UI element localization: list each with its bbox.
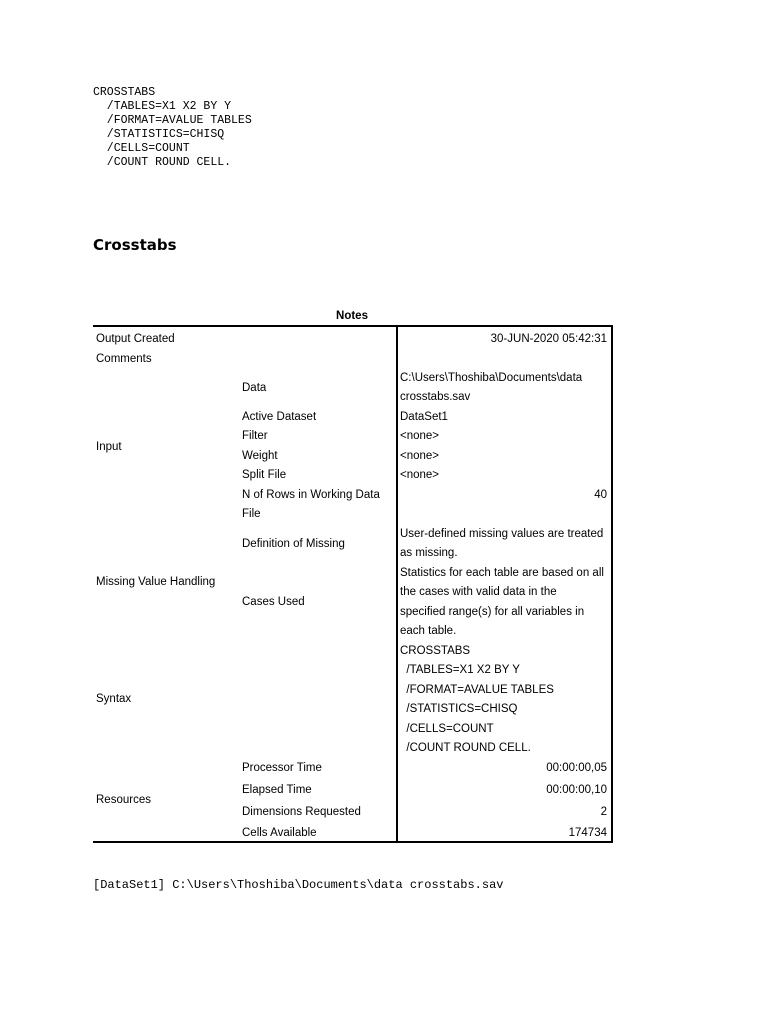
weight-value: <none> (400, 450, 440, 462)
cases-used-value-line: Statistics for each table are based on all (400, 567, 604, 579)
n-rows-label-line: File (242, 508, 261, 520)
syntax-value-line: /TABLES=X1 X2 BY Y (400, 664, 520, 676)
processor-time-label: Processor Time (242, 762, 322, 774)
split-file-label: Split File (242, 469, 287, 481)
data-value-line: crosstabs.sav (400, 391, 471, 403)
missing-value-handling-label: Missing Value Handling (96, 576, 216, 588)
column-divider (396, 327, 398, 841)
syntax-code-block (93, 86, 252, 170)
syntax-value-line: /STATISTICS=CHISQ (400, 703, 518, 715)
active-dataset-label: Active Dataset (242, 411, 317, 423)
processor-time-value: 00:00:00,05 (546, 762, 607, 774)
definition-of-missing-label: Definition of Missing (242, 538, 345, 550)
resources-label: Resources (96, 794, 151, 806)
data-value-line: C:\Users\Thoshiba\Documents\data (400, 372, 583, 384)
syntax-value-line: CROSSTABS (400, 645, 471, 657)
cases-used-value-line: each table. (400, 625, 457, 637)
syntax-value-line: /COUNT ROUND CELL. (400, 742, 531, 754)
weight-label: Weight (242, 450, 278, 462)
syntax-line: /COUNT ROUND CELL. (93, 156, 232, 169)
input-label: Input (96, 441, 122, 453)
syntax-label: Syntax (96, 693, 132, 705)
dimensions-requested-value: 2 (600, 806, 607, 818)
output-created-value: 30-JUN-2020 05:42:31 (490, 333, 607, 345)
filter-value: <none> (400, 430, 440, 442)
section-heading: Crosstabs (93, 236, 177, 254)
split-file-value: <none> (400, 469, 440, 481)
definition-value-line: as missing. (400, 547, 458, 559)
syntax-line: /CELLS=COUNT (93, 142, 190, 155)
n-rows-label-line: N of Rows in Working Data (242, 489, 380, 501)
cases-used-value-line: the cases with valid data in the (400, 586, 557, 598)
elapsed-time-label: Elapsed Time (242, 784, 312, 796)
notes-table-title: Notes (336, 310, 368, 322)
cases-used-label: Cases Used (242, 596, 305, 608)
cells-available-value: 174734 (568, 827, 607, 839)
syntax-line: /TABLES=X1 X2 BY Y (93, 100, 232, 113)
output-created-label: Output Created (96, 333, 175, 345)
cases-used-value-line: specified range(s) for all variables in (400, 606, 585, 618)
syntax-value-line: /FORMAT=AVALUE TABLES (400, 684, 554, 696)
definition-value-line: User-defined missing values are treated (400, 528, 604, 540)
syntax-line: CROSSTABS (93, 86, 156, 99)
dataset-path-line: [DataSet1] C:\Users\Thoshiba\Documents\data crosstabs.sav (93, 878, 504, 892)
syntax-line: /STATISTICS=CHISQ (93, 128, 225, 141)
filter-label: Filter (242, 430, 268, 442)
cells-available-label: Cells Available (242, 827, 317, 839)
active-dataset-value: DataSet1 (400, 411, 448, 423)
syntax-value-line: /CELLS=COUNT (400, 723, 494, 735)
n-rows-value: 40 (594, 489, 607, 501)
dimensions-requested-label: Dimensions Requested (242, 806, 361, 818)
data-label: Data (242, 382, 267, 394)
syntax-line: /FORMAT=AVALUE TABLES (93, 114, 252, 127)
comments-label: Comments (96, 353, 152, 365)
notes-table (93, 325, 613, 843)
elapsed-time-value: 00:00:00,10 (546, 784, 607, 796)
